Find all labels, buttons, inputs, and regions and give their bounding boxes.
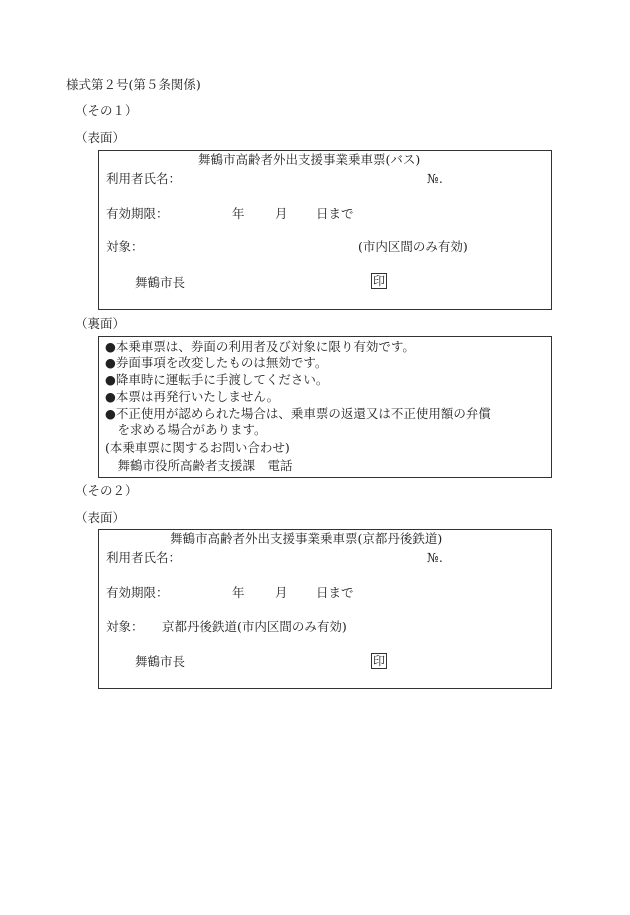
notice-item: ●券面事項を改変したものは無効です。 [105,355,328,370]
ticket-bus-front [98,150,552,310]
validity-year: 年 [232,206,245,221]
validity-label: 有効期限： [106,585,169,600]
notice-item: ●本票は再発行いたしません。 [105,389,280,404]
notice-item: ●不正使用が認められた場合は、乗車票の返還又は不正使用額の弁償 [105,406,491,421]
seal-mark [371,273,387,289]
target-note: (市内区間のみ有効) [358,239,468,254]
ticket-number-label: №. [427,171,443,186]
validity-month: 月 [275,206,288,221]
notice-item: を求める場合があります。 [105,422,267,437]
user-name-label: 利用者氏名： [106,171,182,186]
notice-item: ●本乗車票は、券面の利用者及び対象に限り有効です。 [105,339,415,354]
mayor-label: 舞鶴市長 [135,275,186,290]
ticket-number-label: №. [427,550,443,565]
inquiry-heading: (本乗車票に関するお問い合わせ) [105,440,290,455]
front-label-1: （表面） [75,130,126,145]
validity-until: 日まで [316,206,354,221]
section-2-label: （その２） [75,483,138,498]
ticket-title: 舞鶴市高齢者外出支援事業乗車票(京都丹後鉄道) [170,531,443,546]
target-label: 対象： [106,239,144,254]
section-1-label: （その１） [75,103,138,118]
ticket-title: 舞鶴市高齢者外出支援事業乗車票(バス) [198,152,421,167]
ticket-bus-back [98,336,552,478]
validity-year: 年 [232,585,245,600]
validity-month: 月 [275,585,288,600]
form-number: 様式第２号(第５条関係) [66,77,201,92]
validity-label: 有効期限： [106,206,169,221]
target-label: 対象： [106,619,144,634]
validity-until: 日まで [316,585,354,600]
front-label-2: （表面） [75,510,126,525]
inquiry-contact: 舞鶴市役所高齢者支援課 電話 [105,458,293,473]
seal-box: 印 [373,654,386,668]
user-name-label: 利用者氏名： [106,550,182,565]
mayor-label: 舞鶴市長 [135,654,186,669]
notice-item: ●降車時に運転手に手渡してください。 [105,372,329,387]
target-value: 京都丹後鉄道(市内区間のみ有効) [162,619,347,634]
ticket-rail-front [98,529,552,689]
back-label: （裏面） [75,316,126,331]
seal-mark [371,653,387,669]
seal-box: 印 [373,274,386,288]
